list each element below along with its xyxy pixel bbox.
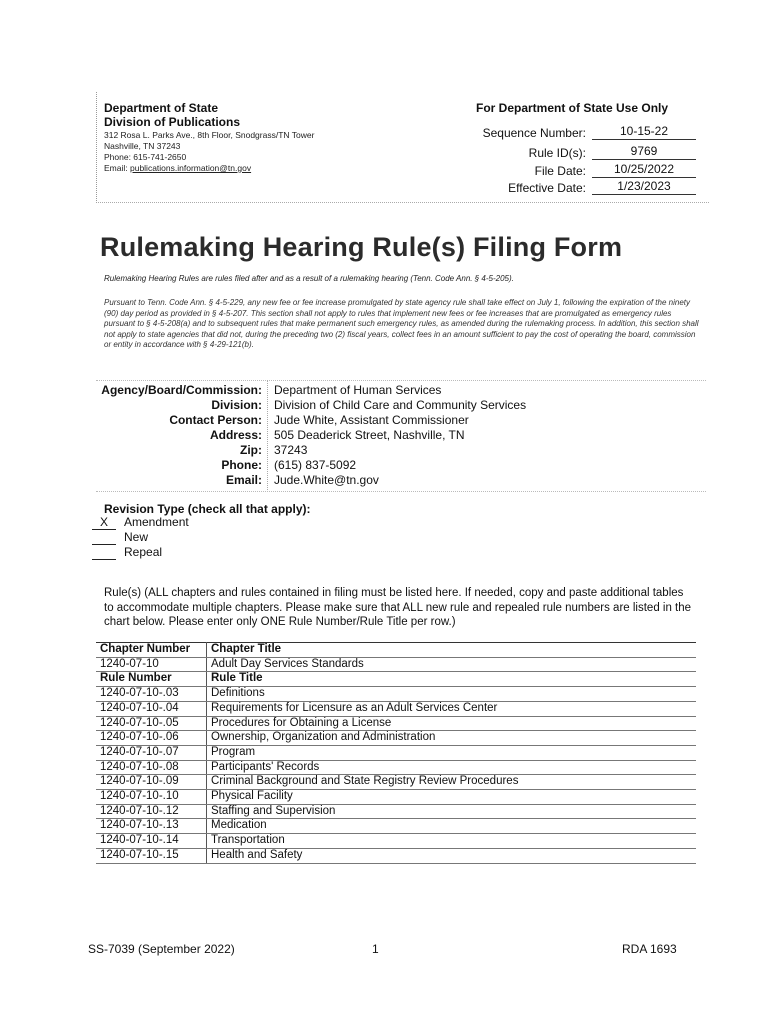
rule-number: 1240-07-10-.05 xyxy=(96,716,207,731)
table-row xyxy=(96,687,696,702)
chapter-title: Adult Day Services Standards xyxy=(207,657,697,672)
table-row xyxy=(96,731,696,746)
agency-table-divider xyxy=(267,380,269,490)
repeal-label: Repeal xyxy=(124,545,163,559)
email-label: Email: xyxy=(225,473,262,487)
new-label: New xyxy=(124,530,149,544)
email-link[interactable]: publications.information@tn.gov xyxy=(129,163,252,173)
rule-number: 1240-07-10-.13 xyxy=(96,819,207,834)
rule-number: 1240-07-10-.09 xyxy=(96,775,207,790)
rule-number: 1240-07-10-.03 xyxy=(96,687,207,702)
rule-title: Criminal Background and State Registry Review Procedures xyxy=(207,775,697,790)
address-label: Address: xyxy=(209,428,262,442)
amendment-label: Amendment xyxy=(124,515,189,529)
rule-title: Physical Facility xyxy=(207,790,697,805)
rule-title: Health and Safety xyxy=(207,848,697,863)
phone-value: (615) 837-5092 xyxy=(274,458,357,472)
table-row xyxy=(96,760,696,775)
email-line xyxy=(104,163,251,173)
rule-header-row xyxy=(96,672,696,687)
rule-title: Medication xyxy=(207,819,697,834)
rule-number-header: Rule Number xyxy=(96,672,207,687)
department-name: Department of State xyxy=(104,101,219,115)
table-row xyxy=(96,745,696,760)
page-number: 1 xyxy=(372,942,379,956)
table-row xyxy=(96,716,696,731)
address-value: 505 Deaderick Street, Nashville, TN xyxy=(274,428,465,442)
rule-number: 1240-07-10-.04 xyxy=(96,701,207,716)
sequence-number-value: 10-15-22 xyxy=(592,124,696,140)
rule-title: Definitions xyxy=(207,687,697,702)
contact-person-label: Contact Person: xyxy=(169,413,262,427)
table-row xyxy=(96,848,696,863)
phone-line: Phone: 615-741-2650 xyxy=(104,152,187,162)
rule-title: Participants' Records xyxy=(207,760,697,775)
form-id: SS-7039 (September 2022) xyxy=(88,942,235,956)
rule-number: 1240-07-10-.07 xyxy=(96,745,207,760)
file-date-value: 10/25/2022 xyxy=(592,162,696,178)
form-title: Rulemaking Hearing Rule(s) Filing Form xyxy=(100,232,623,262)
chapter-number-header: Chapter Number xyxy=(96,643,207,658)
effective-date-label: Effective Date: xyxy=(508,181,586,195)
address-line: 312 Rosa L. Parks Ave., 8th Floor, Snodgrass/TN Tower xyxy=(104,130,315,140)
agency-label: Agency/Board/Commission: xyxy=(101,383,262,397)
rule-title: Procedures for Obtaining a License xyxy=(207,716,697,731)
form-subtitle: Rulemaking Hearing Rules are rules filed after and as a result of a rulemaking hearing (Tenn. Code Ann. § 4-5-205). xyxy=(104,274,514,283)
division-value: Division of Child Care and Community Services xyxy=(274,398,527,412)
division-label: Division: xyxy=(211,398,262,412)
rule-id-label: Rule ID(s): xyxy=(528,146,586,160)
rule-title: Ownership, Organization and Administration xyxy=(207,731,697,746)
rule-title-header: Rule Title xyxy=(207,672,697,687)
address-city: Nashville, TN 37243 xyxy=(104,141,181,151)
rule-number: 1240-07-10-.12 xyxy=(96,804,207,819)
rule-number: 1240-07-10-.15 xyxy=(96,848,207,863)
table-row xyxy=(96,819,696,834)
rule-title: Program xyxy=(207,745,697,760)
amendment-checkbox[interactable]: X xyxy=(92,516,116,530)
rule-title: Transportation xyxy=(207,834,697,849)
rule-number: 1240-07-10-.06 xyxy=(96,731,207,746)
rule-title: Requirements for Licensure as an Adult Services Center xyxy=(207,701,697,716)
table-row xyxy=(96,790,696,805)
email-label: Email: xyxy=(104,163,130,173)
table-row xyxy=(96,804,696,819)
sequence-number-label: Sequence Number: xyxy=(482,126,586,140)
chapter-header-row xyxy=(96,643,696,658)
repeal-checkbox[interactable] xyxy=(92,546,116,560)
table-row xyxy=(96,775,696,790)
chapter-row xyxy=(96,657,696,672)
zip-label: Zip: xyxy=(240,443,262,457)
zip-value: 37243 xyxy=(274,443,308,457)
table-row xyxy=(96,834,696,849)
revision-type-title: Revision Type (check all that apply): xyxy=(104,502,311,516)
chapter-title-header: Chapter Title xyxy=(207,643,697,658)
effective-date-value: 1/23/2023 xyxy=(592,179,696,195)
rule-number: 1240-07-10-.08 xyxy=(96,760,207,775)
email-value: Jude.White@tn.gov xyxy=(274,473,379,487)
new-checkbox[interactable] xyxy=(92,531,116,545)
division-name: Division of Publications xyxy=(104,115,241,129)
chapter-number: 1240-07-10 xyxy=(96,657,207,672)
rule-number: 1240-07-10-.10 xyxy=(96,790,207,805)
rule-id-value: 9769 xyxy=(592,144,696,160)
table-row xyxy=(96,701,696,716)
rule-number: 1240-07-10-.14 xyxy=(96,834,207,849)
rules-instructions: Rule(s) (ALL chapters and rules contained in filing must be listed here. If needed, copy and paste additional tables to accommodate multiple chapters. Please make sure that ALL new rule and repealed rule numbers are listed in the chart below. Please enter only ONE Rule Number/Rule Title per row.) xyxy=(104,587,692,629)
phone-label: Phone: xyxy=(221,458,262,472)
file-date-label: File Date: xyxy=(534,164,586,178)
contact-person-value: Jude White, Assistant Commissioner xyxy=(274,413,469,427)
pursuant-paragraph: Pursuant to Tenn. Code Ann. § 4-5-229, any new fee or fee increase promulgated by state agency rule shall take effect on July 1, following the expiration of the ninety (90) day period as provided in § 4-5-207. This section shall not apply to rules that implement new fees or fee increases that are promulgated as emergency rules pursuant to § 4-5-208(a) and to subsequent rules that make permanent such emergency rules, as amended during the rulemaking process. In addition, this section shall not apply to state agencies that did not, during the preceding two (2) fiscal years, collect fees in an amount sufficient to pay the cost of operating the board, commission or entity in accordance with § 4-29-121(b). xyxy=(104,298,699,350)
rule-title: Staffing and Supervision xyxy=(207,804,697,819)
use-only-title: For Department of State Use Only xyxy=(476,101,669,115)
agency-value: Department of Human Services xyxy=(274,383,442,397)
rules-table xyxy=(96,642,696,864)
rda-number: RDA 1693 xyxy=(622,942,677,956)
